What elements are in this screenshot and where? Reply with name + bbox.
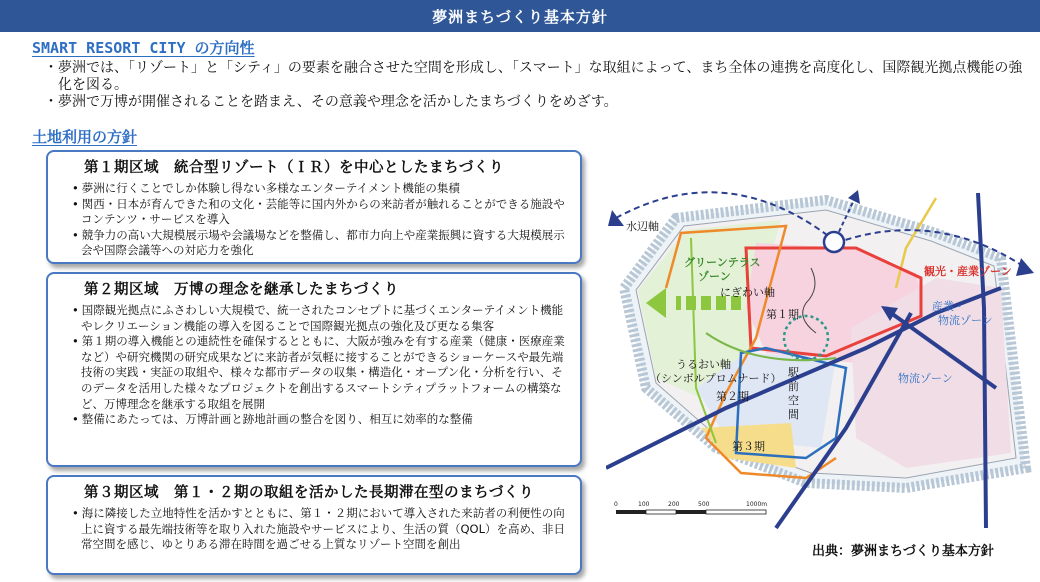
direction-bullet: ・ 夢洲で万博が開催されることを踏まえ、その意義や理念を活かしたまちづくりをめざす。 <box>44 94 1034 111</box>
label-uruoi-1: うるおい軸 <box>676 358 731 371</box>
label-phase1: 第１期 <box>766 308 799 321</box>
direction-bullet: ・ 夢洲では、「リゾート」と「シティ」の要素を融合させた空間を形成し、「スマート」な取組によって、まち全体の連携を高度化し、国際観光拠点機能の強化を図る。 <box>44 60 1034 94</box>
phase2-box <box>46 272 582 467</box>
label-phase3: 第３期 <box>732 440 765 453</box>
scale-bar-segment <box>646 510 676 514</box>
label-station-1: 駅 <box>788 366 799 379</box>
phase3-title: 第３期区域 第１・２期の取組を活かした長期滞在型のまちづくり <box>84 485 534 501</box>
label-station-3: 空 <box>788 394 799 407</box>
scale-label: 0 <box>614 501 618 508</box>
phase1-bullet: • 夢洲に行くことでしか体験し得ない多様なエンターテイメント機能の集積 <box>72 181 570 197</box>
waterfront-node <box>824 232 844 252</box>
phase1-title: 第１期区域 統合型リゾート（ＩＲ）を中心としたまちづくり <box>84 160 504 176</box>
page-title: 夢洲まちづくり基本方針 <box>432 7 608 26</box>
label-industry-2: 物流ゾーン <box>938 314 993 327</box>
scale-bar-segment <box>706 510 766 514</box>
scale-label: 100 <box>638 501 650 508</box>
phase3-bullet: • 海に隣接した立地特性を活かすとともに、第１・２期において導入された来訪者の利便性の向上に資する最先端技術等を取り入れた施設やサービスにより、生活の質（QOL）を高め、非日常空間を感じ、ゆとりある滞在時間を過ごせる上質なリゾート空間を創出 <box>72 506 570 553</box>
label-industry-1: 産業・ <box>932 300 965 313</box>
label-station-2: 前 <box>788 380 799 393</box>
phase3-box <box>46 475 582 575</box>
label-nigiwai: にぎわい軸 <box>720 286 775 299</box>
phase2-bullet: • 第１期の導入機能との連続性を確保するとともに、大阪が強みを有する産業（健康・医療産業など）や研究機関の研究成果などに来訪者が気軽に接することができるショーケースや最先端技術の実践・実証の取組や、様々な都市データの収集・構造化・オープン化・分析を行い、そのデータを活用した様々なプロジェクトを創出するスマートシティプラットフォームの構築など、万博理念を継承する取組を展開 <box>72 334 570 412</box>
phase1-box <box>46 150 582 264</box>
scale-label: 500 <box>698 501 710 508</box>
label-phase2: 第２期 <box>716 390 749 403</box>
direction-bullets <box>44 60 1034 111</box>
page-title-bar <box>0 0 1040 32</box>
source-caption: 出典：夢洲まちづくり基本方針 <box>812 544 994 559</box>
label-waterfront: 水辺軸 <box>626 220 659 233</box>
direction-heading: SMART RESORT CITY の方向性 <box>32 39 255 57</box>
label-tourism-zone: 観光・産業ゾーン <box>924 265 1012 278</box>
phase2-title: 第２期区域 万博の理念を継承したまちづくり <box>84 282 399 298</box>
label-uruoi-2: （シンボルプロムナード） <box>650 372 782 385</box>
phase2-bullet: • 整備にあたっては、万博計画と跡地計画の整合を図り、相互に効率的な整備 <box>72 412 570 428</box>
label-green-terrace-2: ゾーン <box>698 270 731 283</box>
phase2-bullet: • 国際観光拠点にふさわしい大規模で、統一されたコンセプトに基づくエンターテイメント機能やレクリエーション機能の導入を図ることで国際観光拠点の強化及び更なる集客 <box>72 303 570 334</box>
phase1-bullet: • 競争力の高い大規模展示場や会議場などを整備し、都市力向上や産業振興に資する大規模展示会や国際会議等への対応力を強化 <box>72 228 570 259</box>
label-logistics-zone: 物流ゾーン <box>898 372 953 385</box>
label-station-4: 間 <box>788 408 799 421</box>
scale-label: 200 <box>668 501 680 508</box>
phase1-bullet: • 関西・日本が育んできた和の文化・芸能等に国内外からの来訪者が触れることができる施設やコンテンツ・サービスを導入 <box>72 197 570 228</box>
label-green-terrace-1: グリーンテラス <box>684 256 761 269</box>
scale-label: 1000m <box>746 501 768 508</box>
land-use-heading: 土地利用の方針 <box>32 128 138 146</box>
yumeshima-land-use-map <box>606 138 1040 530</box>
